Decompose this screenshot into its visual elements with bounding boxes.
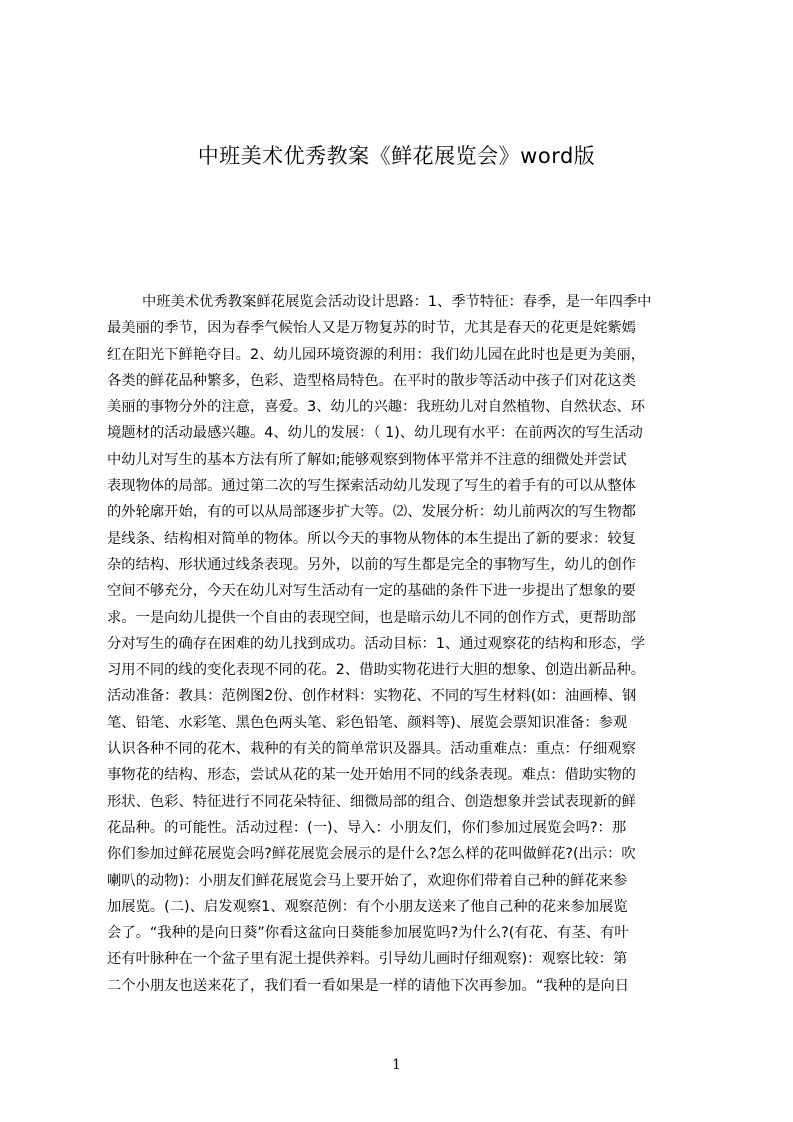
body-line: 你们参加过鲜花展览会吗?鲜花展览会展示的是什么?怎么样的花叫做鲜花?(出示：吹 (107, 846, 636, 863)
body-line: 中幼儿对写生的基本方法有所了解如;能够观察到物体平常并不注意的细微处并尝试 (107, 451, 627, 468)
body-line: 二个小朋友也送来花了，我们看一看如果是一样的请他下次再参加。“我种的是向日 (107, 977, 630, 994)
body-line: 形状、色彩、特征进行不同花朵特征、细微局部的组合、创造想象并尝试表现新的鲜 (107, 793, 636, 810)
body-line: 各类的鲜花品种繁多，色彩、造型格局特色。在平时的散步等活动中孩子们对花这类 (107, 372, 636, 389)
page-number: 1 (392, 1057, 401, 1073)
body-line: 杂的结构、形状通过线条表现。另外，以前的写生都是完全的事物写生，幼儿的创作 (107, 556, 636, 573)
body-line: 分对写生的确存在困难的幼儿找到成功。活动目标：1、通过观察花的结构和形态，学 (107, 635, 646, 652)
body-line: 花品种。的可能性。活动过程：(一)、导入：小朋友们，你们参加过展览会吗?：那 (107, 819, 627, 836)
body-line: 认识各种不同的花木、栽种的有关的简单常识及器具。活动重难点：重点：仔细观察 (107, 741, 636, 758)
body-line: 喇叭的动物)：小朋友们鲜花展览会马上要开始了，欢迎你们带着自己种的鲜花来参 (107, 872, 628, 889)
body-line: 空间不够充分，今天在幼儿对写生活动有一定的基础的条件下进一步提出了想象的要 (107, 583, 636, 600)
body-line: 活动准备：教具：范例图2份、创作材料：实物花、不同的写生材料(如：油画棒、钢 (107, 688, 637, 705)
body-line: 笔、铅笔、水彩笔、黑色色两头笔、彩色铅笔、颜料等)、展览会票知识准备：参观 (107, 714, 628, 731)
body-line: 最美丽的季节，因为春季气候怡人又是万物复苏的时节，尤其是春天的花更是姹紫嫣 (107, 320, 636, 337)
body-line: 表现物体的局部。通过第二次的写生探索活动幼儿发现了写生的着手有的可以从整体 (107, 478, 636, 495)
body-line: 境题材的活动最感兴趣。4、幼儿的发展：（ 1)、幼儿现有水平：在前两次的写生活动 (107, 425, 643, 442)
body-line: 是线条、结构相对简单的物体。所以今天的事物从物体的本生提出了新的要求：较复 (107, 530, 636, 547)
body-line: 红在阳光下鲜艳夺目。2、幼儿园环境资源的利用：我们幼儿园在此时也是更为美丽， (107, 346, 646, 363)
body-line: 事物花的结构、形态，尝试从花的某一处开始用不同的线条表现。难点：借助实物的 (107, 767, 636, 784)
body-line: 美丽的事物分外的注意，喜爱。3、幼儿的兴趣：我班幼儿对自然植物、自然状态、环 (107, 399, 646, 416)
body-line: 中班美术优秀教案鲜花展览会活动设计思路：1、季节特征：春季，是一年四季中 (142, 294, 652, 310)
document-title: 中班美术优秀教案《鲜花展览会》word版 (197, 144, 596, 168)
body-line: 求。一是向幼儿提供一个自由的表现空间，也是暗示幼儿不同的创作方式，更帮助部 (107, 609, 636, 626)
body-line: 的外轮廓开始，有的可以从局部逐步扩大等。⑵、发展分析：幼儿前两次的写生物都 (107, 504, 636, 521)
body-line: 还有叶脉种在一个盆子里有泥土提供养料。引导幼儿画时仔细观察)：观察比较：第 (107, 951, 628, 968)
document-body (107, 289, 710, 1026)
body-line: 会了。“我种的是向日葵”你看这盆向日葵能参加展览吗?为什么?(有花、有茎、有叶 (107, 925, 629, 942)
body-line: 习用不同的线的变化表现不同的花。2、借助实物花进行大胆的想象、创造出新品种。 (107, 662, 646, 679)
body-line: 加展览。(二)、启发观察1、观察范例：有个小朋友送来了他自己种的花来参加展览 (107, 898, 628, 915)
